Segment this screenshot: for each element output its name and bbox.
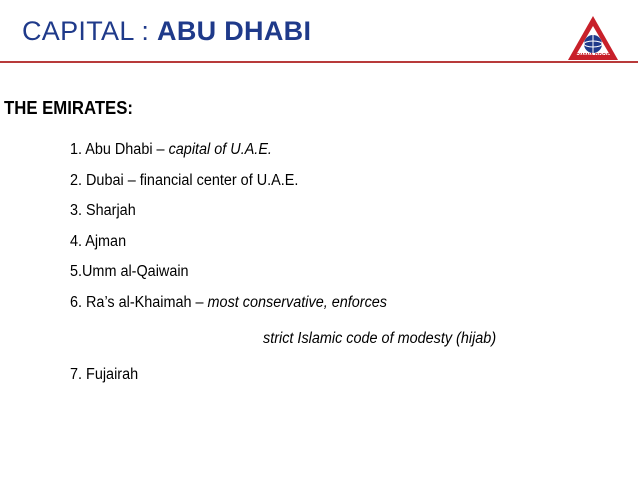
title-divider [0, 61, 638, 63]
list-item: 1. Abu Dhabi – capital of U.A.E. [70, 141, 272, 158]
slide-title [22, 16, 311, 47]
list-item: 5.Umm al-Qaiwain [70, 263, 189, 280]
list-item: 4. Ajman [70, 233, 127, 250]
logo-caption: OWWA PDOS [576, 53, 610, 59]
list-item: 7. Fujairah [70, 366, 139, 383]
title-prefix: CAPITAL : [22, 16, 158, 46]
section-heading: THE EMIRATES: [4, 98, 133, 118]
owwa-logo-icon [566, 14, 620, 68]
list-item: 3. Sharjah [70, 202, 136, 219]
list-item: 6. Ra’s al-Khaimah – most conservative, enforces [70, 294, 388, 311]
title-emphasis: ABU DHABI [157, 16, 312, 46]
list-item: 2. Dubai – financial center of U.A.E. [70, 172, 299, 189]
list-item-continuation: strict Islamic code of modesty (hijab) [263, 330, 497, 347]
